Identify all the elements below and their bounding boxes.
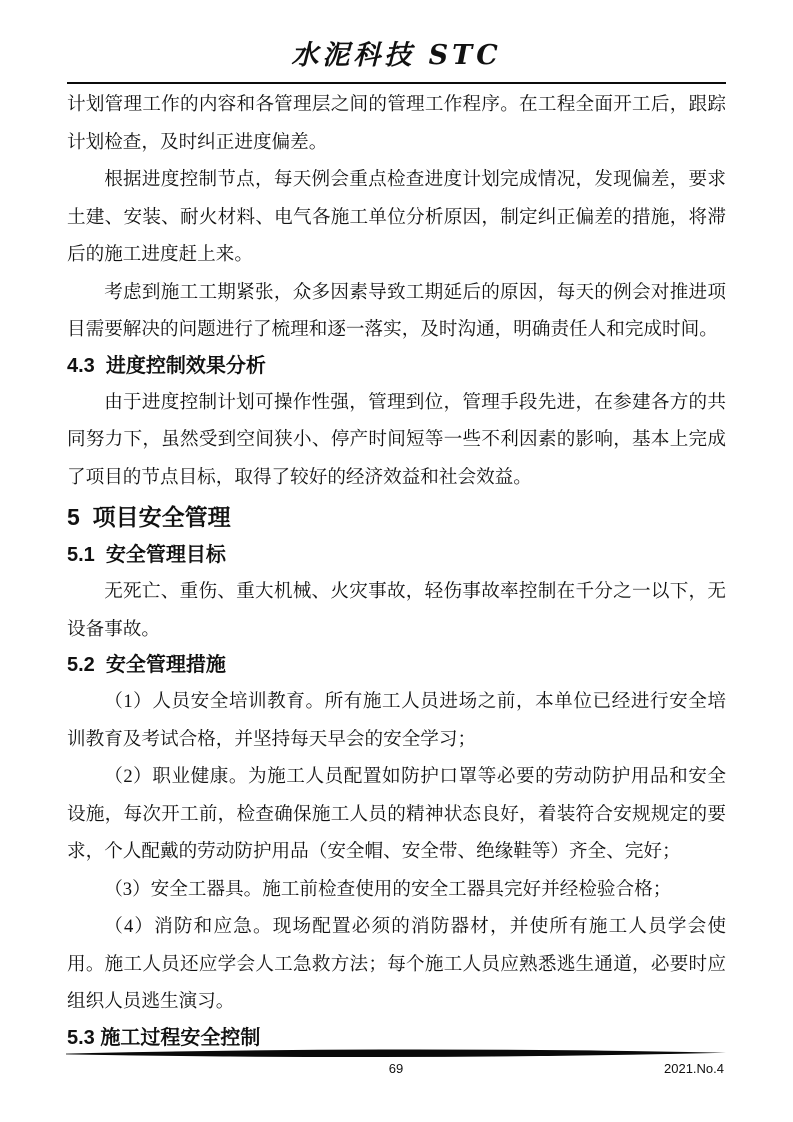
heading-5-2-safety-measures: 5.2 安全管理措施 xyxy=(67,654,226,676)
header-rule xyxy=(67,82,726,84)
heading-5-1-safety-goals: 5.1 安全管理目标 xyxy=(67,544,226,566)
paragraph-plan-management: 计划管理工作的内容和各管理层之间的管理工作程序。在工程全面开工后，跟踪计划检查，及时纠正进度偏差。 xyxy=(67,94,726,153)
document-body xyxy=(67,86,726,1056)
paragraph-measure-3-safety-tools: （3）安全工器具。施工前检查使用的安全工器具完好并经检验合格； xyxy=(104,878,672,900)
paragraph-progress-control-result: 由于进度控制计划可操作性强，管理到位，管理手段先进，在参建各方的共同努力下，虽然受到空间狭小、停产时间短等一些不利因素的影响，基本上完成了项目的节点目标，取得了较好的经济效益和社会效益。 xyxy=(67,391,726,488)
heading-5-3-construction-safety-control: 5.3 施工过程安全控制 xyxy=(67,1026,261,1049)
page-number: 69 xyxy=(388,1061,404,1076)
page-footer xyxy=(66,1049,726,1079)
journal-title: 水泥科技 STC xyxy=(291,40,502,71)
paragraph-measure-2-occupational-health: （2）职业健康。为施工人员配置如防护口罩等必要的劳动防护用品和安全设施，每次开工前，检查确保施工人员的精神状态良好，着装符合安规规定的要求，个人配戴的劳动防护用品（安全帽、安全带、绝缘鞋等）齐全、完好； xyxy=(67,766,726,862)
paragraph-measure-4-fire-emergency: （4）消防和应急。现场配置必须的消防器材，并使所有施工人员学会使用。施工人员还应学会人工急救方法；每个施工人员应熟悉逃生通道，必要时应组织人员逃生演习。 xyxy=(67,916,726,1012)
footer-row xyxy=(66,1059,726,1079)
paragraph-progress-checkpoints: 根据进度控制节点，每天例会重点检查进度计划完成情况，发现偏差，要求土建、安装、耐火材料、电气各施工单位分析原因，制定纠正偏差的措施，将滞后的施工进度赶上来。 xyxy=(67,169,726,265)
heading-4-3-progress-control-analysis: 4.3 进度控制效果分析 xyxy=(67,354,266,377)
paragraph-measure-1-training: （1）人员安全培训教育。所有施工人员进场之前，本单位已经进行安全培训教育及考试合格，并坚持每天早会的安全学习； xyxy=(67,691,726,750)
footer-divider-bar xyxy=(66,1049,726,1059)
paragraph-schedule-meetings: 考虑到施工工期紧张，众多因素导致工期延后的原因，每天的例会对推进项目需要解决的问题进行了梳理和逐一落实，及时沟通，明确责任人和完成时间。 xyxy=(67,281,726,340)
page-content-area xyxy=(67,34,726,1056)
heading-5-project-safety-management: 5 项目安全管理 xyxy=(67,504,231,530)
issue-number: 2021.No.4 xyxy=(664,1061,724,1076)
paragraph-safety-goals: 无死亡、重伤、重大机械、火灾事故，轻伤事故率控制在千分之一以下，无设备事故。 xyxy=(67,581,726,640)
